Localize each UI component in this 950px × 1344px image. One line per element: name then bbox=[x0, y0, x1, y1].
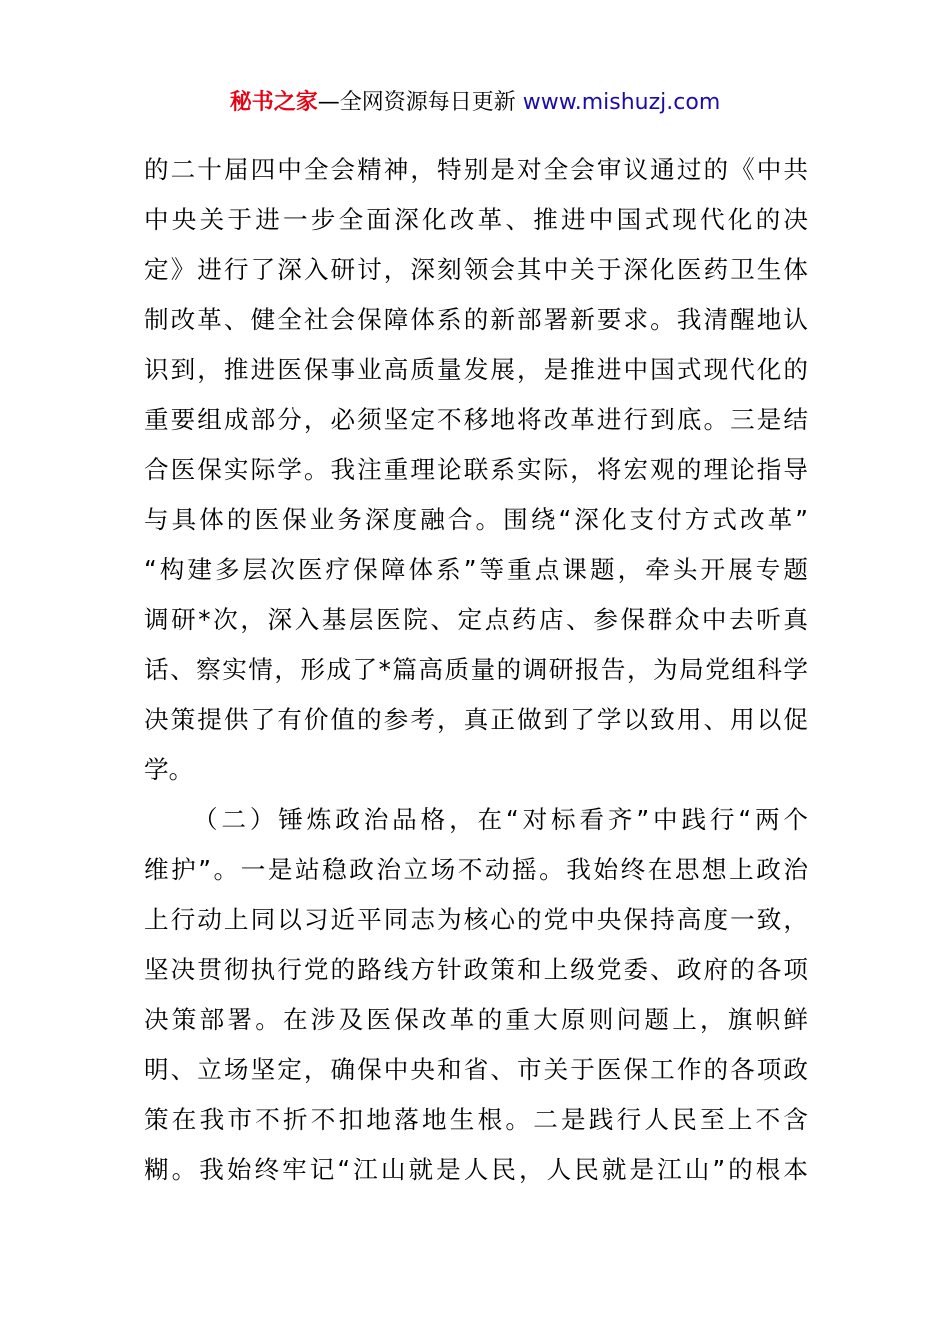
text-line: 识到，推进医保事业高质量发展，是推进中国式现代化的 bbox=[144, 355, 808, 384]
paragraph-2 bbox=[144, 795, 808, 1195]
text-line: 与具体的医保业务深度融合。围绕“深化支付方式改革” bbox=[144, 505, 808, 534]
section-heading-line: （二）锤炼政治品格，在“对标看齐”中践行“两个 bbox=[193, 805, 808, 834]
text-line: 中央关于进一步全面深化改革、推进中国式现代化的决 bbox=[144, 205, 808, 234]
text-line: 策在我市不折不扣地落地生根。二是践行人民至上不含 bbox=[144, 1105, 808, 1134]
text-line: 上行动上同以习近平同志为核心的党中央保持高度一致， bbox=[144, 905, 808, 934]
text-line: 坚决贯彻执行党的路线方针政策和上级党委、政府的各项 bbox=[144, 955, 808, 984]
text-line: 糊。我始终牢记“江山就是人民，人民就是江山”的根本 bbox=[144, 1155, 808, 1184]
text-line: 定》进行了深入研讨，深刻领会其中关于深化医药卫生体 bbox=[144, 255, 808, 284]
text-line: 的二十届四中全会精神，特别是对全会审议通过的《中共 bbox=[144, 155, 808, 184]
site-url-link[interactable]: www.mishuzj.com bbox=[522, 90, 721, 115]
brand-name: 秘书之家 bbox=[229, 90, 318, 115]
document-body bbox=[144, 145, 808, 1195]
text-line: 决策提供了有价值的参考，真正做到了学以致用、用以促 bbox=[144, 705, 808, 734]
paragraph-1 bbox=[144, 145, 808, 795]
text-line: 话、察实情，形成了*篇高质量的调研报告，为局党组科学 bbox=[144, 655, 808, 684]
text-line: 明、立场坚定，确保中央和省、市关于医保工作的各项政 bbox=[144, 1055, 808, 1084]
text-line: 决策部署。在涉及医保改革的重大原则问题上，旗帜鲜 bbox=[144, 1005, 808, 1034]
header-tagline: —全网资源每日更新 bbox=[317, 90, 523, 115]
text-line: “构建多层次医疗保障体系”等重点课题，牵头开展专题 bbox=[144, 555, 808, 584]
text-line: 重要组成部分，必须坚定不移地将改革进行到底。三是结 bbox=[144, 405, 808, 434]
text-line: 调研*次，深入基层医院、定点药店、参保群众中去听真 bbox=[144, 605, 808, 634]
text-line: 维护”。一是站稳政治立场不动摇。我始终在思想上政治 bbox=[144, 855, 808, 884]
page-header bbox=[0, 86, 950, 120]
text-line: 合医保实际学。我注重理论联系实际，将宏观的理论指导 bbox=[144, 455, 808, 484]
text-line: 制改革、健全社会保障体系的新部署新要求。我清醒地认 bbox=[144, 305, 808, 334]
text-line: 学。 bbox=[144, 755, 194, 784]
